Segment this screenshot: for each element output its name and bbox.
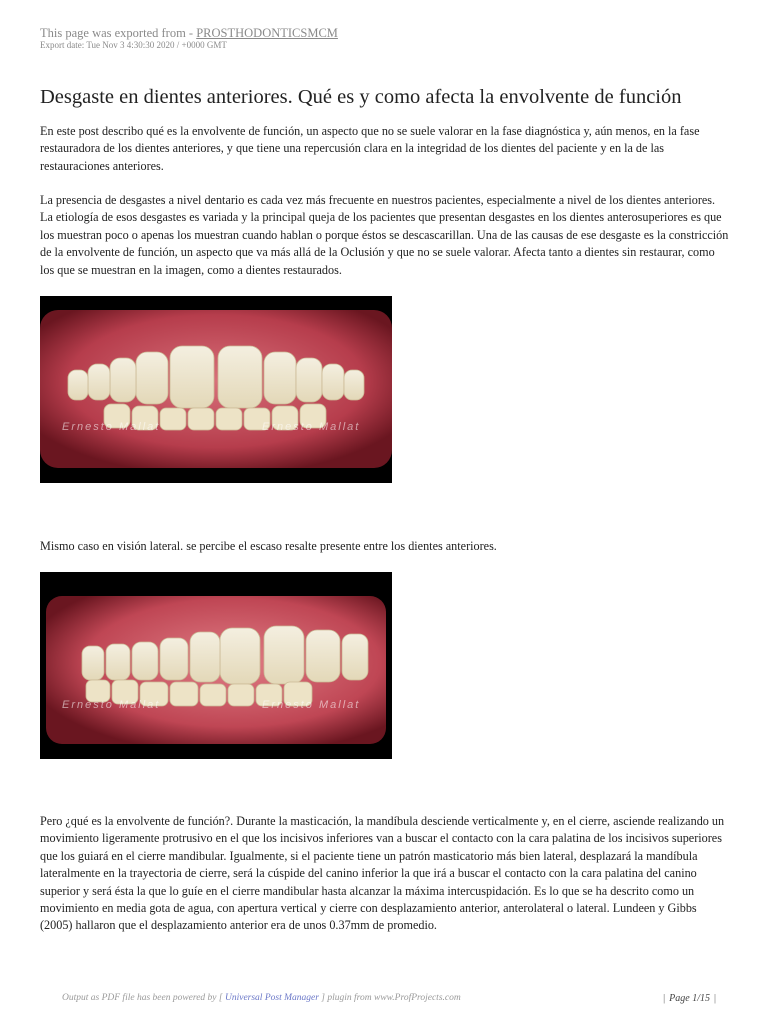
article-title: Desgaste en dientes anteriores. Qué es y como afecta la envolvente de función [40,86,682,108]
photo-watermark-left: Ernesto Mallat [62,421,161,433]
page-indicator [659,993,720,1004]
page-separator-left: | [663,993,666,1004]
page-separator-right: | [713,993,716,1004]
export-prefix: This page was exported from - [40,26,197,40]
wear-paragraph: La presencia de desgastes a nivel dentario es cada vez más frecuente en nuestros pacientes, especialmente a nivel de los dientes anteriores. La etiología de esos desgastes es variada y la principal queja de los pacientes que presentan desgastes en los dientes anterosuperiores es que los muestran poco o apenas los muestran cuando hablan o porque éstos se descascarillan. Una de las causas de ese desgaste es la constricción de la envolvente de función, un aspecto que va más allá de la Oclusión y que no se suele valorar. Afecta tanto a dientes sin restaurar, como los que se muestran en la imagen, como a dientes restaurados. [40,193,729,277]
export-line [40,26,338,41]
footer-powered-by [62,993,461,1003]
intro-paragraph: En este post describo qué es la envolvente de función, un aspecto que no se suele valorar en la fase diagnóstica y, aún menos, en la fase restauradora de los dientes anteriores, y que tiene una repercusión clara en la integridad de los dientes del paciente y en la de las restauraciones anteriores. [40,124,700,173]
export-date: Export date: Tue Nov 3 4:30:30 2020 / +0000 GMT [40,40,227,50]
powered-prefix: Output as PDF file has been powered by [ [62,993,225,1003]
photo-watermark-right: Ernesto Mallat [262,699,361,711]
envelope-paragraph: Pero ¿qué es la envolvente de función?. Durante la masticación, la mandíbula desciende verticalmente y, en el cierre, asciende realizando un movimiento ligeramente protrusivo en el que los incisivos inferiores van a buscar el contacto con la cara palatina de los incisivos superiores que los guiará en el cierre mandibular. Igualmente, si el paciente tiene un patrón masticatorio más bien lateral, desplazará la mandíbula lateralmente en la trayectoria de cierre, será la cúspide del canino inferior la que irá a buscar el contacto con la cara palatina del canino superior y será ésta la que lo guíe en el cierre mandibular hasta alcanzar la máxima intercuspidación. Es lo que se ha descrito como un movimiento en media gota de agua, con apertura vertical y cierre con desplazamiento anterior, anterolateral o lateral. Lundeen y Gibbs (2005) hallaron que el desplazamiento anterior era de unos 0.37mm de promedio. [40,814,725,933]
lateral-caption: Mismo caso en visión lateral. se percibe el escaso resalte presente entre los dientes anteriores. [40,539,497,553]
photo-watermark-right: Ernesto Mallat [262,421,361,433]
frontal-teeth-photo [40,296,392,483]
lateral-teeth-photo [40,572,392,759]
page-number: Page 1/15 [669,993,710,1004]
plugin-link[interactable]: Universal Post Manager [224,993,319,1003]
powered-suffix: ] plugin from www.ProfProjects.com [318,993,461,1003]
photo-watermark-left: Ernesto Mallat [62,699,161,711]
site-link[interactable]: PROSTHODONTICSMCM [196,26,338,40]
